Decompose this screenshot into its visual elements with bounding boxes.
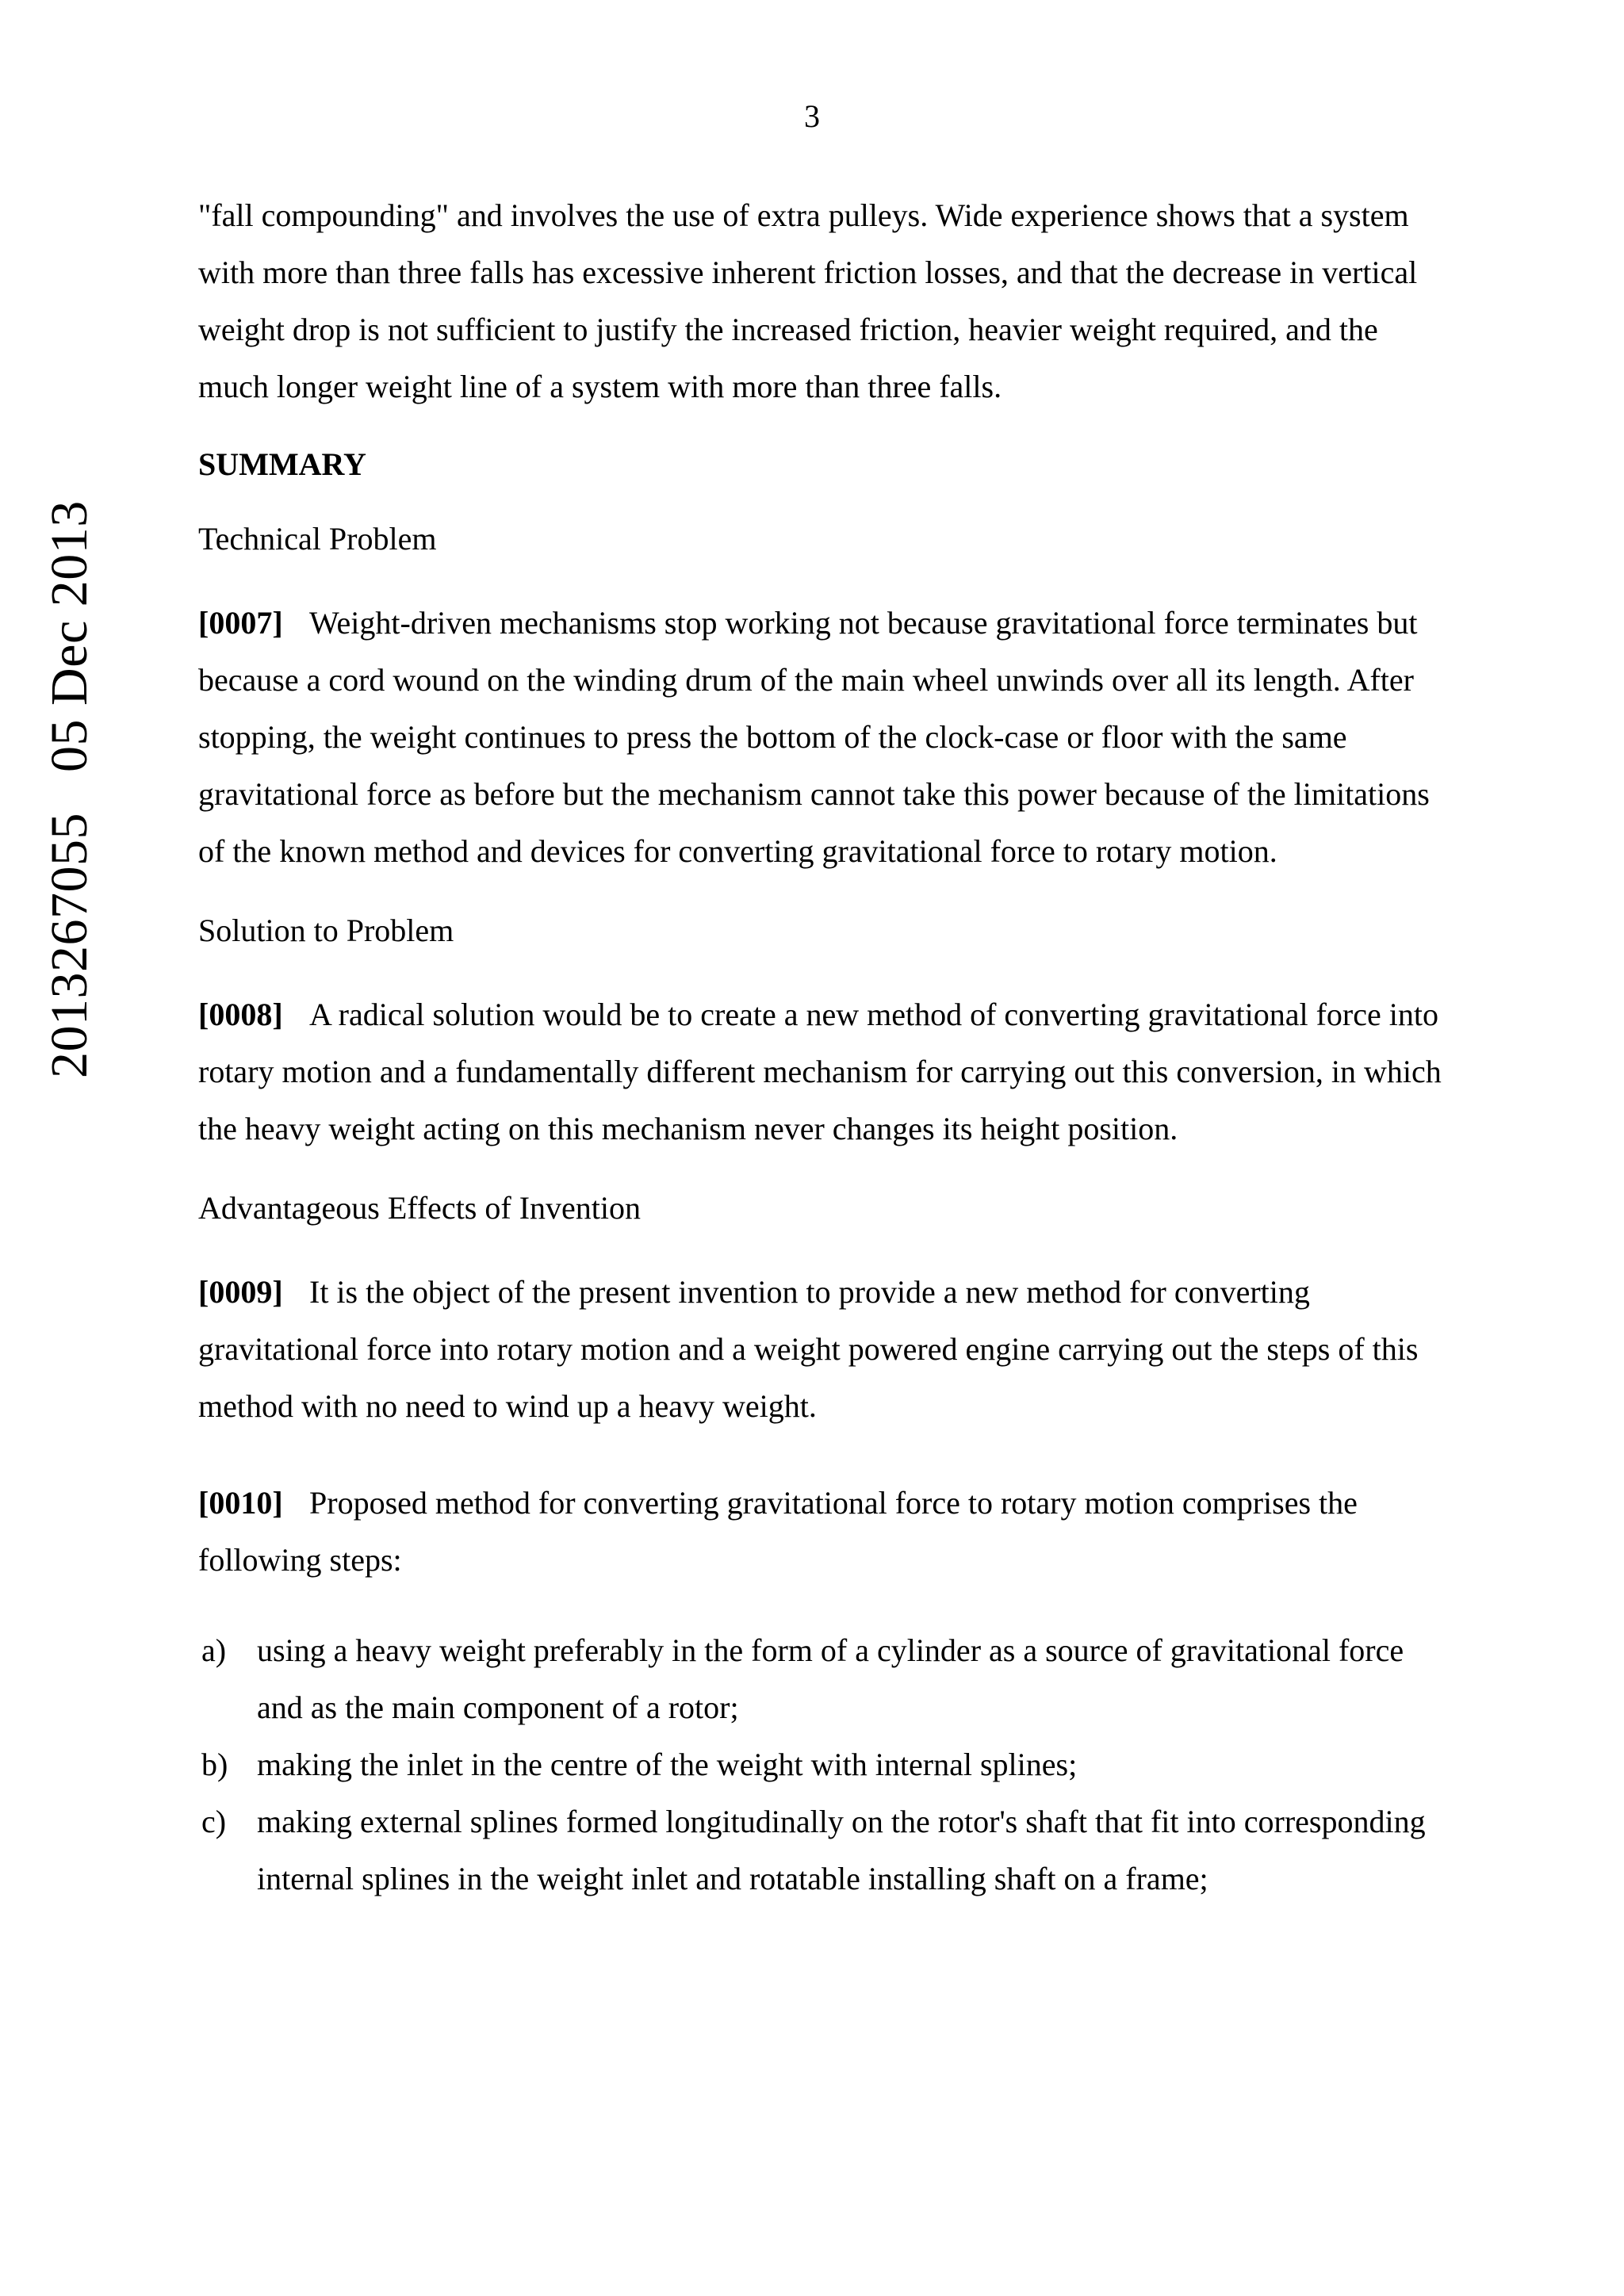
paragraph-0010 <box>198 1475 1451 1589</box>
list-item <box>198 1736 1451 1793</box>
step-text: making the inlet in the centre of the weight with internal splines; <box>257 1747 1078 1782</box>
paragraph-number: [0009] <box>198 1274 283 1310</box>
step-label: b) <box>201 1747 228 1782</box>
intro-paragraph: "fall compounding" and involves the use of extra pulleys. Wide experience shows that a system with more than three falls has excessive inherent friction losses, and that the decrease in vertical weight drop is not sufficient to justify the increased friction, heavier weight required, and the much longer weight line of a system with more than three falls. <box>198 197 1418 404</box>
method-steps-list <box>198 1622 1451 1908</box>
step-text: making external splines formed longitudinally on the rotor's shaft that fit into corresponding internal splines in the weight inlet and rotatable installing shaft on a frame; <box>257 1804 1426 1896</box>
list-item <box>198 1622 1451 1736</box>
paragraph-text: It is the object of the present invention to provide a new method for converting gravitational force into rotary motion and a weight powered engine carrying out the steps of this method with no need to wind up a heavy weight. <box>198 1274 1419 1424</box>
solution-to-problem-heading: Solution to Problem <box>198 913 454 948</box>
paragraph-text: A radical solution would be to create a new method of converting gravitational force into rotary motion and a fundamentally different mechanism for carrying out this conversion, in which the heavy weight acting on this mechanism never changes its height position. <box>198 997 1442 1146</box>
filing-stamp: 2013267055 05 Dec 2013 <box>40 500 98 1078</box>
technical-problem-heading: Technical Problem <box>198 521 437 557</box>
advantageous-effects-heading: Advantageous Effects of Invention <box>198 1190 641 1226</box>
paragraph-number: [0008] <box>198 997 283 1032</box>
paragraph-number: [0007] <box>198 605 283 641</box>
step-text: using a heavy weight preferably in the form of a cylinder as a source of gravitational force and as the main component of a rotor; <box>257 1632 1404 1725</box>
page-number: 3 <box>804 98 820 134</box>
step-label: c) <box>201 1804 227 1839</box>
summary-heading: SUMMARY <box>198 446 366 482</box>
paragraph-0009 <box>198 1264 1451 1435</box>
paragraph-0007 <box>198 595 1451 880</box>
paragraph-number: [0010] <box>198 1485 283 1521</box>
paragraph-0008 <box>198 986 1451 1158</box>
step-label: a) <box>201 1632 227 1668</box>
paragraph-text: Proposed method for converting gravitational force to rotary motion comprises the following steps: <box>198 1485 1358 1578</box>
paragraph-text: Weight-driven mechanisms stop working not because gravitational force terminates but because a cord wound on the winding drum of the main wheel unwinds over all its length. After stopping, the weight continues to press the bottom of the clock-case or floor with the same gravitational force as before but the mechanism cannot take this power because of the limitations of the known method and devices for converting gravitational force to rotary motion. <box>198 605 1430 869</box>
list-item <box>198 1793 1451 1908</box>
document-body <box>198 187 1451 1908</box>
